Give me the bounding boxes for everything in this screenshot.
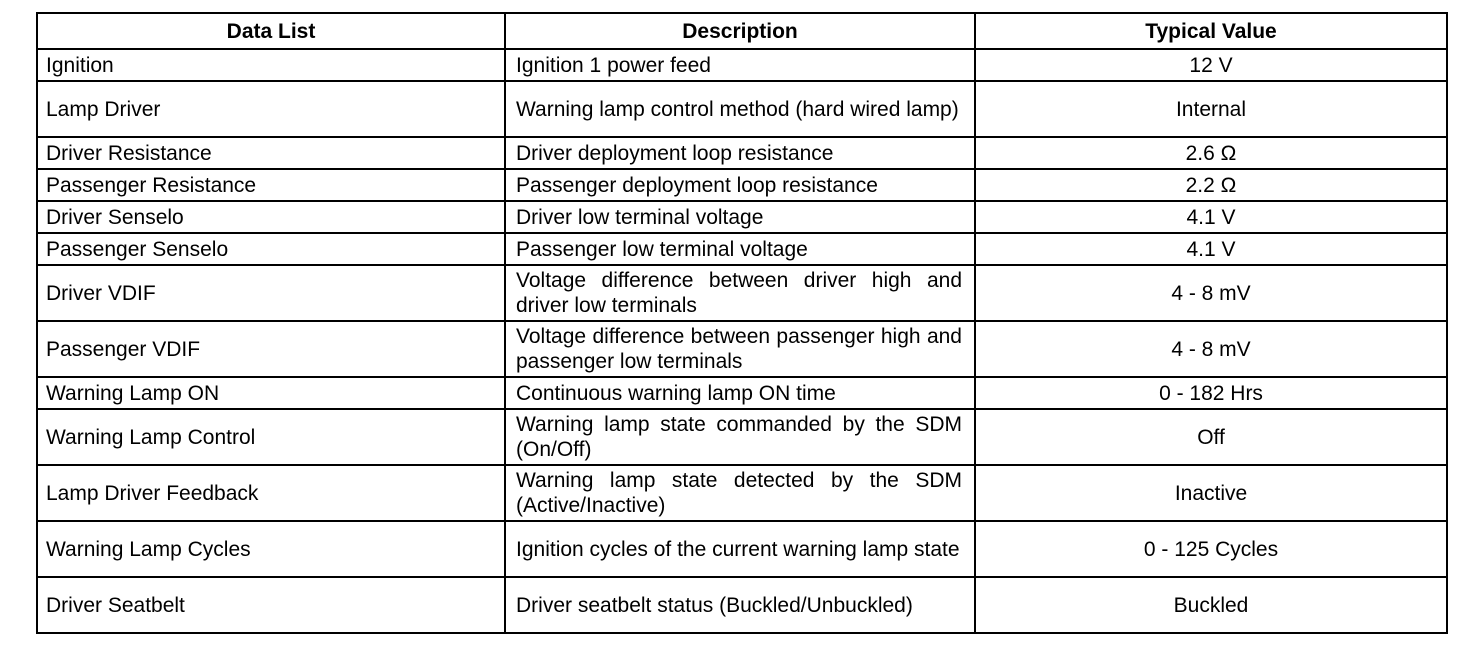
row-description: Driver deployment loop resistance [505, 137, 975, 169]
header-description: Description [505, 13, 975, 49]
row-value: 4 - 8 mV [975, 321, 1447, 377]
row-name: Passenger Resistance [37, 169, 505, 201]
row-name: Warning Lamp Control [37, 409, 505, 465]
header-data-list: Data List [37, 13, 505, 49]
row-description: Voltage difference between passenger high and passenger low terminals [505, 321, 975, 377]
row-value: Buckled [975, 577, 1447, 633]
table-row [37, 201, 1447, 233]
row-description: Ignition 1 power feed [505, 49, 975, 81]
row-value: 4 - 8 mV [975, 265, 1447, 321]
row-value: 4.1 V [975, 233, 1447, 265]
row-name: Warning Lamp ON [37, 377, 505, 409]
table-row [37, 377, 1447, 409]
table-row [37, 577, 1447, 633]
row-name: Passenger Senselo [37, 233, 505, 265]
data-list-table [36, 12, 1448, 634]
row-name: Driver Senselo [37, 201, 505, 233]
row-name: Lamp Driver Feedback [37, 465, 505, 521]
table-row [37, 265, 1447, 321]
table-row [37, 169, 1447, 201]
header-typical-value: Typical Value [975, 13, 1447, 49]
table-row [37, 233, 1447, 265]
row-name: Warning Lamp Cycles [37, 521, 505, 577]
row-description: Continuous warning lamp ON time [505, 377, 975, 409]
table-row [37, 521, 1447, 577]
row-description: Warning lamp control method (hard wired lamp) [505, 81, 975, 137]
row-description: Driver low terminal voltage [505, 201, 975, 233]
table-header-row [37, 13, 1447, 49]
row-value: 0 - 125 Cycles [975, 521, 1447, 577]
row-name: Driver VDIF [37, 265, 505, 321]
row-name: Driver Resistance [37, 137, 505, 169]
row-description: Ignition cycles of the current warning lamp state [505, 521, 975, 577]
row-description: Warning lamp state detected by the SDM (Active/Inactive) [505, 465, 975, 521]
row-value: 12 V [975, 49, 1447, 81]
row-description: Passenger deployment loop resistance [505, 169, 975, 201]
row-value: Off [975, 409, 1447, 465]
row-name: Driver Seatbelt [37, 577, 505, 633]
table-row [37, 49, 1447, 81]
table-row [37, 81, 1447, 137]
table-row [37, 409, 1447, 465]
table-row [37, 137, 1447, 169]
row-value: 2.2 Ω [975, 169, 1447, 201]
row-description: Warning lamp state commanded by the SDM (On/Off) [505, 409, 975, 465]
row-value: 0 - 182 Hrs [975, 377, 1447, 409]
table-row [37, 465, 1447, 521]
row-value: Internal [975, 81, 1447, 137]
row-name: Ignition [37, 49, 505, 81]
table-row [37, 321, 1447, 377]
row-name: Passenger VDIF [37, 321, 505, 377]
row-description: Driver seatbelt status (Buckled/Unbuckled) [505, 577, 975, 633]
row-name: Lamp Driver [37, 81, 505, 137]
row-value: Inactive [975, 465, 1447, 521]
row-value: 2.6 Ω [975, 137, 1447, 169]
row-description: Voltage difference between driver high and driver low terminals [505, 265, 975, 321]
row-value: 4.1 V [975, 201, 1447, 233]
row-description: Passenger low terminal voltage [505, 233, 975, 265]
